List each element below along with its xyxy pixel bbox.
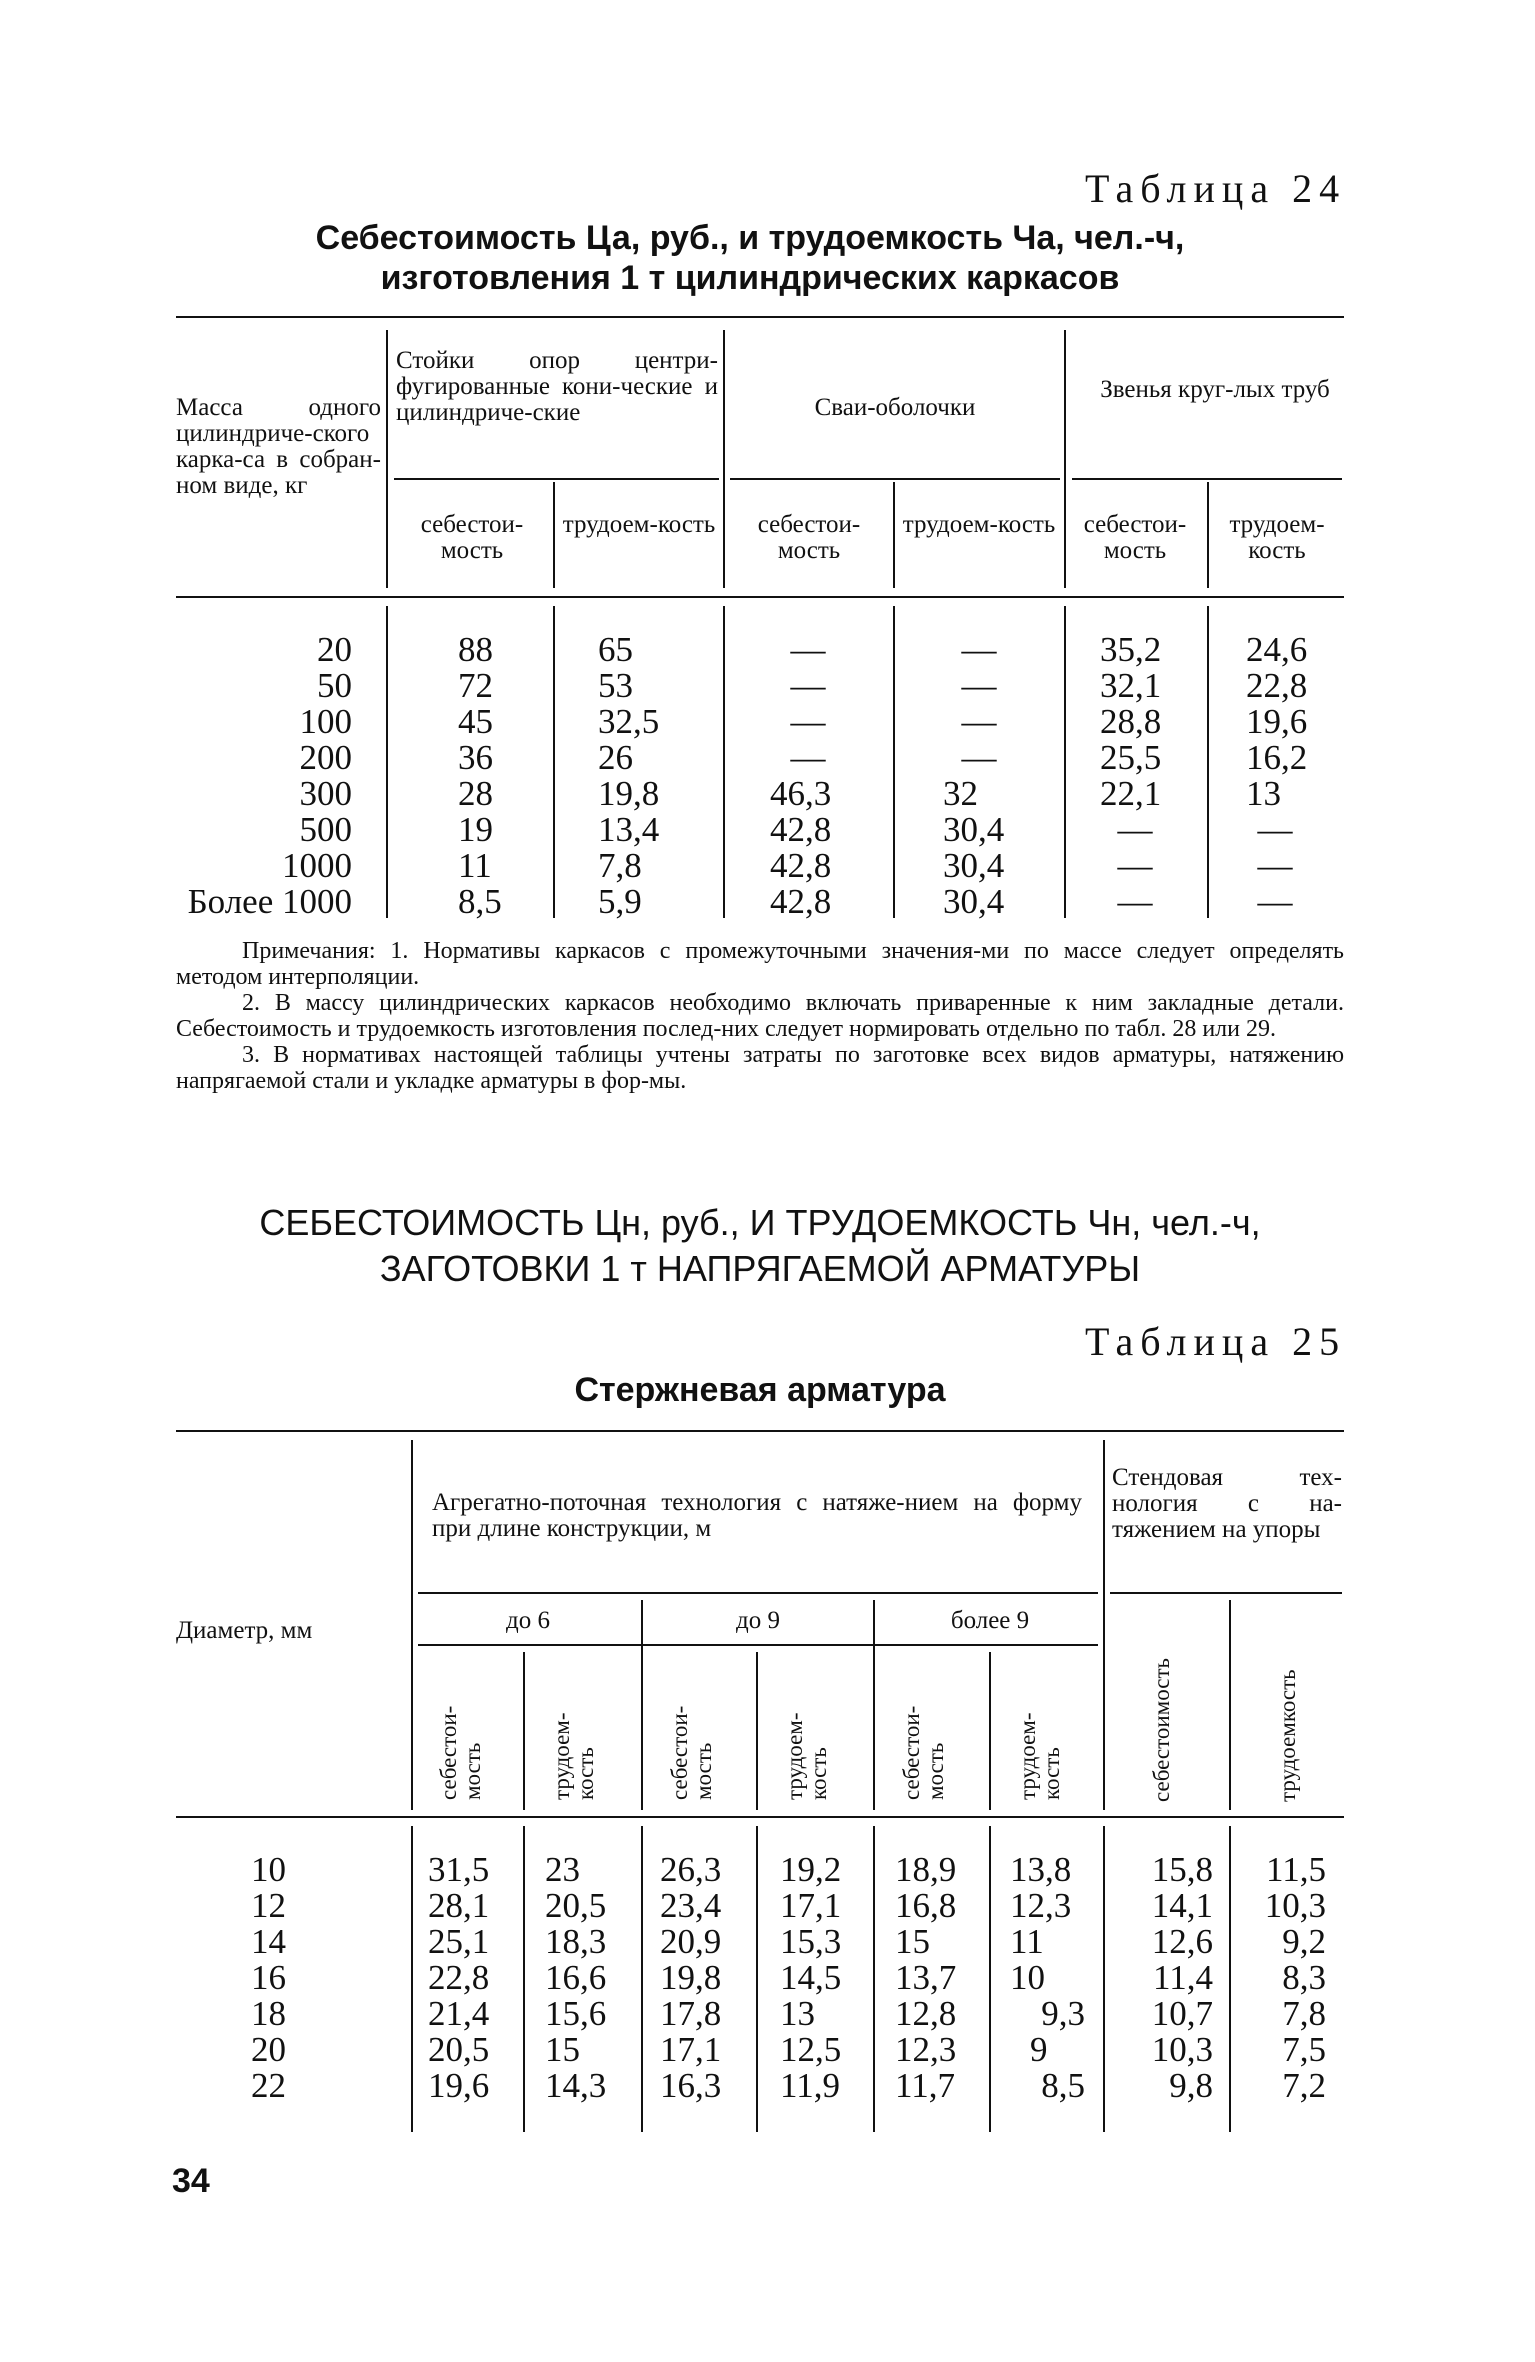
note-2: 2. В массу цилиндрических каркасов необходимо включать приваренные к ним закладные детали. Себестоимость и трудоемкость изготовления послед-них следует нормировать отдельно по табл. 28 или 29. <box>176 990 1344 1042</box>
subheader-cost: себестои-мость <box>757 511 861 564</box>
column-header-diameter: Диаметр, мм <box>176 1617 313 1644</box>
column-group-stend: Стендовая тех-нология с на-тяжением на упоры <box>1112 1464 1342 1543</box>
rot-header-cost: себестои-мость <box>899 1705 948 1800</box>
note-1: Примечания: 1. Нормативы каркасов с промежуточными значения-ми по массе следует определять методом интерполяции. <box>176 938 1344 990</box>
table-24-label: Таблица 24 <box>1085 166 1347 211</box>
note-3: 3. В нормативах настоящей таблицы учтены затраты по заготовке всех видов арматуры, натяжению напрягаемой стали и укладке арматуры в фор-мы. <box>176 1042 1344 1094</box>
column-group-zvenya: Звенья круг-лых труб <box>1100 376 1330 403</box>
section-title-line2: ЗАГОТОВКИ 1 т НАПРЯГАЕМОЙ АРМАТУРЫ <box>379 1248 1141 1289</box>
subheader-do9: до 9 <box>736 1607 780 1634</box>
rot-header-labor: трудоем-кость <box>549 1712 598 1800</box>
subheader-labor: трудоем-кость <box>1229 511 1325 564</box>
section-title-line1: СЕБЕСТОИМОСТЬ Цн, руб., И ТРУДОЕМКОСТЬ Чн, чел.-ч, <box>259 1202 1261 1243</box>
column-header-mass: Масса одного цилиндриче-ского карка-са в собран-ном виде, кг <box>176 394 381 499</box>
rot-header-cost: себестои-мость <box>667 1705 716 1800</box>
subheader-labor: трудоем-кость <box>902 511 1056 538</box>
rot-header-cost: себестои-мость <box>436 1705 485 1800</box>
rot-header-cost-full: себестоимость <box>1149 1657 1174 1802</box>
table-24-caption-line1: Себестоимость Ца, руб., и трудоемкость Ча, чел.-ч, <box>315 219 1185 257</box>
column-group-stoiki: Стойки опор центри-фугированные кони-ческие и цилиндриче-ские <box>396 347 718 426</box>
table-24-notes <box>176 938 1344 1094</box>
subheader-labor: трудоем-кость <box>562 511 716 538</box>
subheader-cost: себестои-мость <box>420 511 524 564</box>
table-25-label: Таблица 25 <box>1085 1319 1347 1364</box>
rot-header-labor: трудоем-кость <box>782 1712 831 1800</box>
page-number: 34 <box>172 2162 210 2200</box>
rot-header-labor: трудоем-кость <box>1015 1712 1064 1800</box>
rot-header-labor-full: трудоемкость <box>1275 1669 1300 1802</box>
column-group-agregat: Агрегатно-поточная технология с натяже-нием на форму при длине конструкции, м <box>432 1489 1082 1542</box>
table-24-caption-line2: изготовления 1 т цилиндрических каркасов <box>380 259 1120 297</box>
subheader-do6: до 6 <box>506 1607 550 1634</box>
table-25-caption: Стержневая арматура <box>574 1371 946 1409</box>
subheader-bolee9: более 9 <box>950 1607 1030 1634</box>
column-group-svai: Сваи-оболочки <box>814 394 976 421</box>
subheader-cost: себестои-мость <box>1083 511 1187 564</box>
